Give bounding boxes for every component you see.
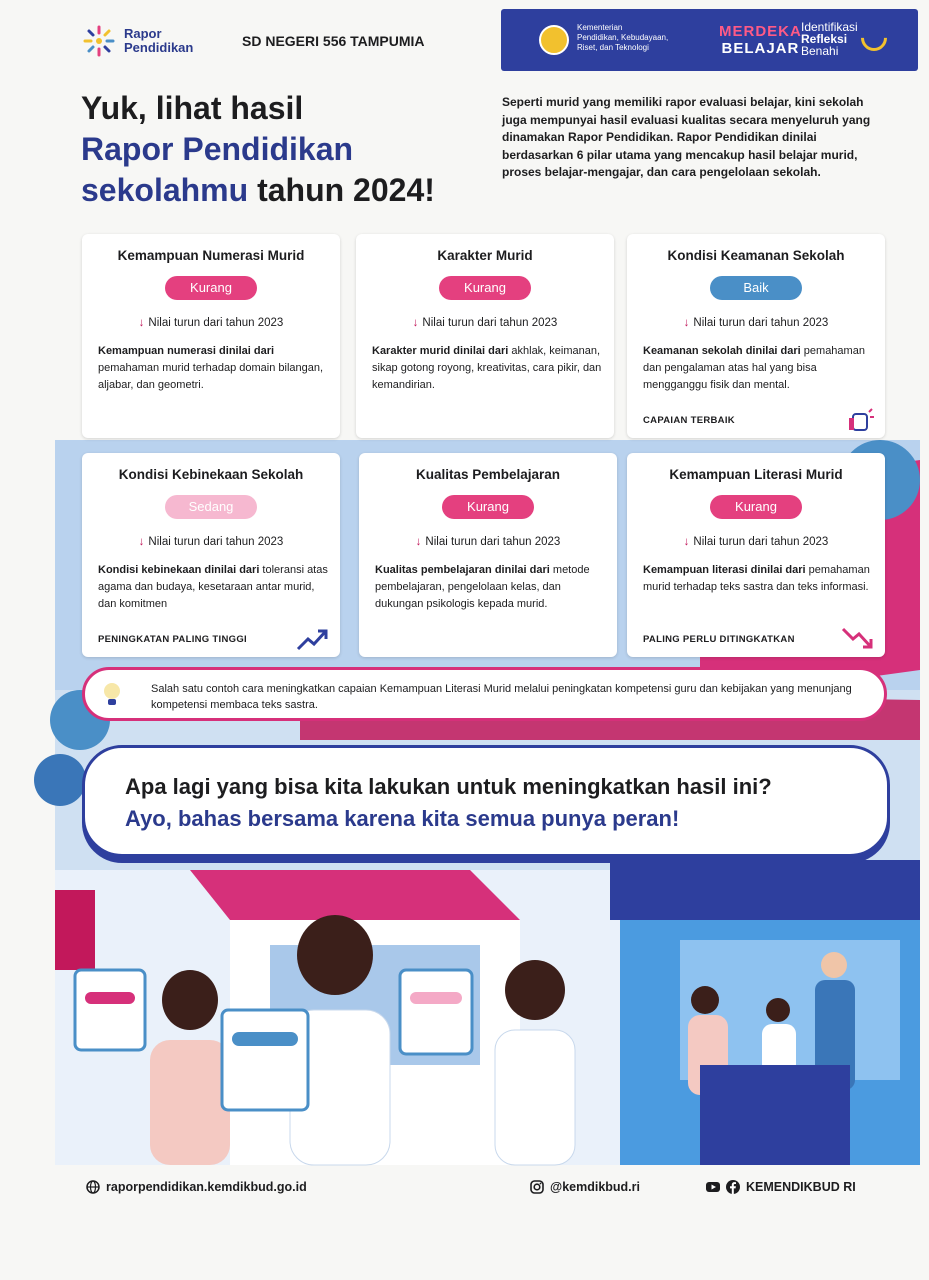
trend-up-icon <box>296 627 330 651</box>
globe-icon <box>86 1180 100 1194</box>
tip-text: Salah satu contoh cara meningkatkan capaian Kemampuan Literasi Murid melalui peningkatan kompetensi guru dan kebijakan yang menunjang kompetensi membaca teks sastra. <box>151 683 852 711</box>
card-title: Kondisi Keamanan Sekolah <box>667 248 845 263</box>
logo-line-1: Rapor <box>124 26 162 41</box>
card-kualitas-pembelajaran <box>359 453 617 657</box>
arrow-down-icon: ↓ <box>683 317 690 329</box>
arrow-down-icon: ↓ <box>138 317 145 329</box>
rapor-pendidikan-logo <box>80 24 193 58</box>
instagram-icon <box>530 1180 544 1194</box>
card-description: Kondisi kebinekaan dinilai dari toleransi atas agama dan budaya, kesetaraan antar murid, dan komitmen <box>98 564 328 610</box>
arrow-down-icon: ↓ <box>683 536 690 548</box>
trend-down-icon <box>841 627 875 651</box>
achievement-tag: CAPAIAN TERBAIK <box>643 415 735 426</box>
card-description: Kemampuan literasi dinilai dari pemahaman murid terhadap teks sastra dan teks informasi. <box>643 564 870 593</box>
sunburst-icon <box>80 24 118 58</box>
tip-callout <box>82 667 887 721</box>
card-title: Karakter Murid <box>437 248 533 263</box>
status-badge: Sedang <box>165 495 257 519</box>
achievement-tag: PALING PERLU DITINGKATKAN <box>643 634 795 645</box>
card-description: Keamanan sekolah dinilai dari pemahaman dan pengalaman atas hal yang bisa mengganggu fisik dan mental. <box>643 345 865 391</box>
identifikasi-refleksi-benahi-logo: Identifikasi Refleksi Benahi <box>801 20 858 58</box>
kementerian-name: Kementerian Pendidikan, Kebudayaan, Riset, dan Teknologi <box>577 23 669 52</box>
page-title: Yuk, lihat hasil Rapor Pendidikan sekolahmu tahun 2024! <box>81 90 435 208</box>
trend-text: ↓ Nilai turun dari tahun 2023 <box>138 317 284 329</box>
card-title: Kemampuan Numerasi Murid <box>117 248 305 263</box>
trend-text: ↓ Nilai turun dari tahun 2023 <box>683 317 829 329</box>
footer-website[interactable]: raporpendidikan.kemdikbud.go.id <box>86 1180 307 1194</box>
intro-paragraph: Seperti murid yang memiliki rapor evaluasi belajar, kini sekolah juga mempunyai hasil evaluasi kualitas secara menyeluruh yang dinamakan Rapor Pendidikan. Rapor Pendidikan dinilai berdasarkan 6 pilar utama yang mencakup hasil belajar murid, proses belajar-mengajar, dan cara pengelolaan sekolah. <box>502 95 871 179</box>
arrow-down-icon: ↓ <box>415 536 422 548</box>
facebook-icon <box>726 1180 740 1194</box>
tut-wuri-handayani-emblem-icon <box>539 25 569 55</box>
card-numerasi <box>82 234 340 438</box>
call-to-action <box>82 745 890 857</box>
arrow-down-icon: ↓ <box>412 317 419 329</box>
card-title: Kemampuan Literasi Murid <box>669 467 843 482</box>
trend-text: ↓ Nilai turun dari tahun 2023 <box>138 536 284 548</box>
card-title: Kualitas Pembelajaran <box>415 467 561 482</box>
footer <box>0 1172 929 1206</box>
trend-text: ↓ Nilai turun dari tahun 2023 <box>415 536 561 548</box>
card-karakter <box>356 234 614 438</box>
status-badge: Kurang <box>165 276 257 300</box>
arc-icon <box>856 20 893 57</box>
youtube-icon <box>706 1180 720 1194</box>
cta-question: Apa lagi yang bisa kita lakukan untuk meningkatkan hasil ini? <box>125 774 772 799</box>
status-badge: Kurang <box>439 276 531 300</box>
cta-answer: Ayo, bahas bersama karena kita semua punya peran! <box>125 806 680 831</box>
card-description: Karakter murid dinilai dari akhlak, keimanan, sikap gotong royong, kreativitas, cara pikir, dan kemandirian. <box>372 345 602 391</box>
school-name: SD NEGERI 556 TAMPUMIA <box>242 33 425 49</box>
arrow-down-icon: ↓ <box>138 536 145 548</box>
status-badge: Baik <box>710 276 802 300</box>
lightbulb-icon <box>101 682 123 708</box>
trend-text: ↓ Nilai turun dari tahun 2023 <box>412 317 558 329</box>
logo-line-2: Pendidikan <box>124 40 194 55</box>
card-title: Kondisi Kebinekaan Sekolah <box>118 467 304 482</box>
card-keamanan <box>627 234 885 438</box>
thumbs-up-icon <box>841 408 875 432</box>
achievement-tag: PENINGKATAN PALING TINGGI <box>98 634 247 645</box>
footer-youtube-facebook[interactable]: KEMENDIKBUD RI <box>706 1180 856 1194</box>
card-literasi <box>627 453 885 657</box>
card-description: Kemampuan numerasi dinilai dari pemahaman murid terhadap domain bilangan, aljabar, dan geometri. <box>98 345 324 391</box>
card-description: Kualitas pembelajaran dinilai dari metode pembelajaran, pengelolaan kelas, dan dukungan psikologis kepada murid. <box>375 564 590 610</box>
merdeka-belajar-logo: MERDEKA BELAJAR <box>719 23 802 57</box>
trend-text: ↓ Nilai turun dari tahun 2023 <box>683 536 829 548</box>
card-kebinekaan <box>82 453 340 657</box>
status-badge: Kurang <box>710 495 802 519</box>
footer-instagram[interactable]: @kemdikbud.ri <box>530 1180 640 1194</box>
status-badge: Kurang <box>442 495 534 519</box>
kemendikbud-banner <box>501 9 918 71</box>
